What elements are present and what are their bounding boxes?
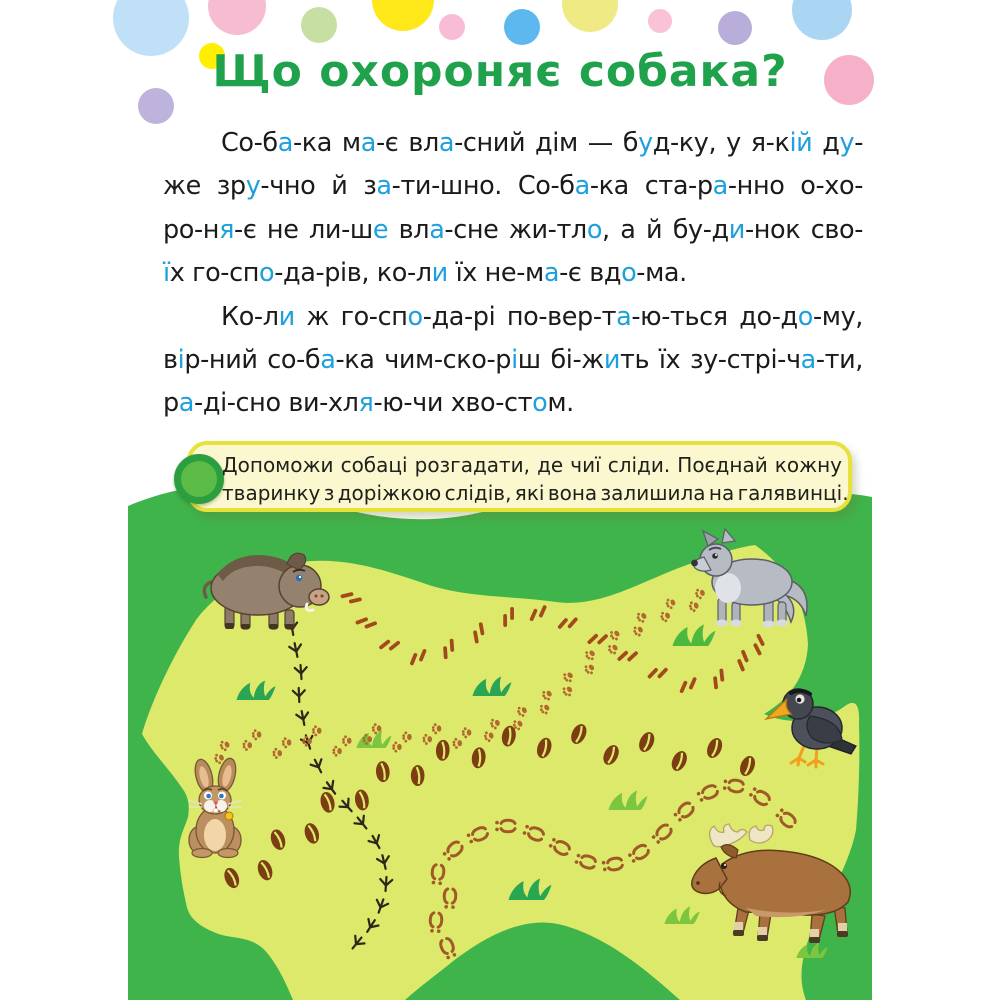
decor-dot <box>208 0 266 35</box>
story-line: ра-ді-сно ви-хля-ю-чи хво-стом. <box>163 388 574 419</box>
decor-dot <box>504 9 540 45</box>
decor-dot <box>301 7 337 43</box>
story-line: же зру-чно й за-ти-шно. Со-ба-ка ста-ра-нно о-хо- <box>163 171 863 202</box>
decor-dot <box>648 9 672 33</box>
decor-dot <box>562 0 618 32</box>
meadow-illustration <box>128 478 872 1000</box>
story-line: вір-ний со-ба-ка чим-ско-ріш бі-жить їх зу-стрі-ча-ти, <box>163 344 863 375</box>
decor-dot <box>439 14 465 40</box>
story-text <box>163 122 863 426</box>
task-text-line-2: тваринку з доріжкою слідів, які вона залишила на галявинці. <box>222 480 849 505</box>
story-line: Ко-ли ж го-спо-да-рі по-вер-та-ю-ться до-до-му, <box>221 301 863 332</box>
story-line: Со-ба-ка ма-є вла-сний дім — буд-ку, у я-кій ду- <box>221 128 863 158</box>
task-text-line-1: Допоможи собаці розгадати, де чиї сліди. Поєднай кожну <box>222 453 842 477</box>
decor-dot <box>718 11 752 45</box>
task-bullet-circle <box>174 454 224 504</box>
decor-dot <box>372 0 434 31</box>
page-title: Що охороняє собака? <box>212 46 788 97</box>
story-line: ро-ня-є не ли-ше вла-сне жи-тло, а й бу-ди-нок сво- <box>163 214 864 245</box>
story-line: їх го-спо-да-рів, ко-ли їх не-ма-є вдо-ма. <box>163 258 687 289</box>
task-box <box>187 441 852 512</box>
decor-dot <box>792 0 852 40</box>
